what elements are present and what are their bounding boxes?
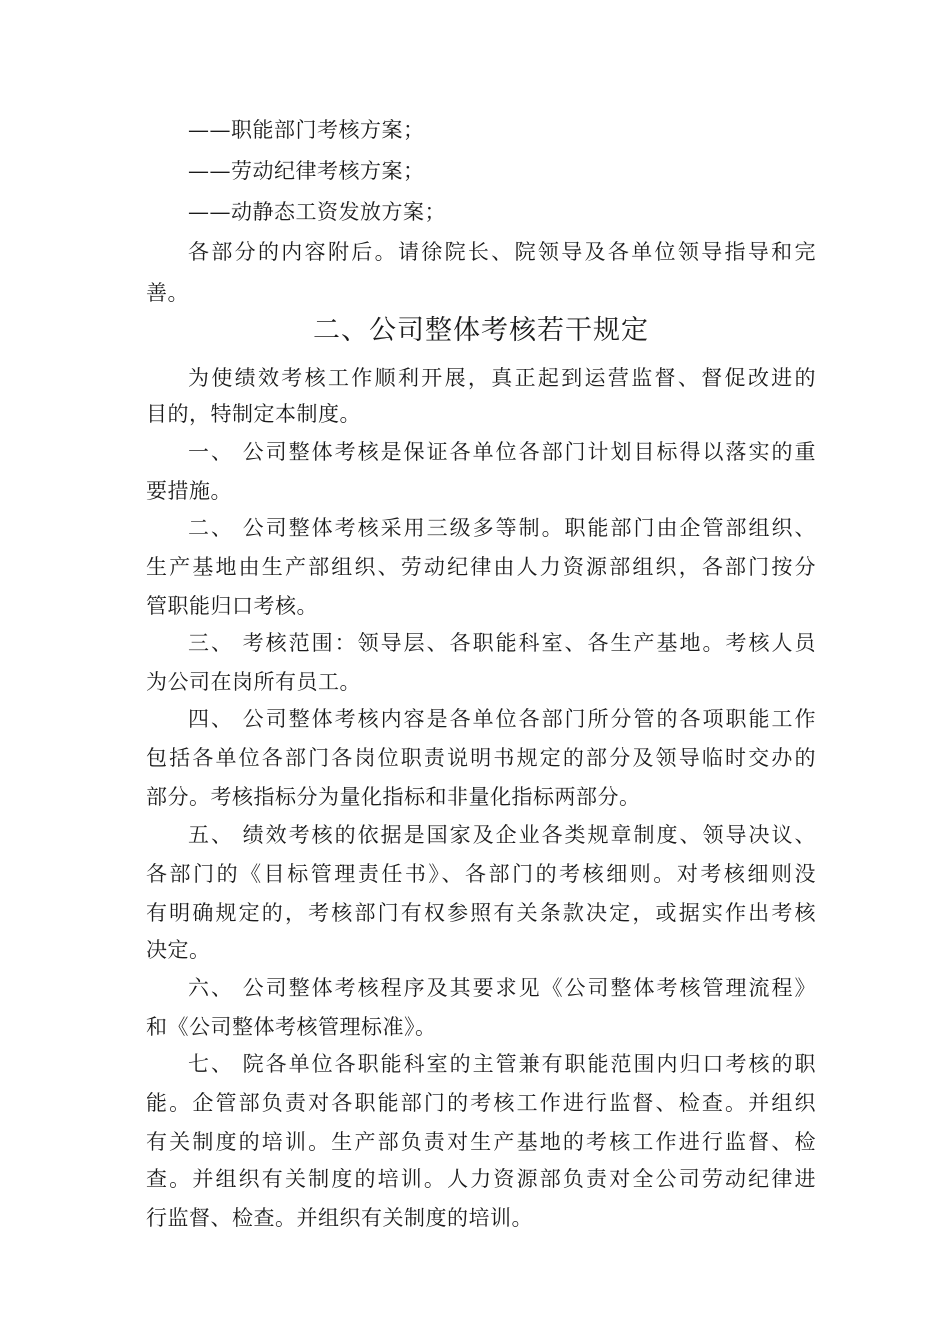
clause-2-line-2: 生产基地由生产部组织、劳动纪律由人力资源部组织，各部门按分: [146, 555, 816, 579]
clause-6-line-1: 六、 公司整体考核程序及其要求见《公司整体考核管理流程》: [188, 976, 816, 1000]
clause-2-line-1: 二、 公司整体考核采用三级多等制。职能部门由企管部组织、: [188, 516, 816, 540]
intro-paragraph-line-2: 善。: [146, 281, 189, 305]
clause-5-line-1: 五、 绩效考核的依据是国家及企业各类规章制度、领导决议、: [188, 823, 816, 847]
dash-item-labor-discipline: ——劳动纪律考核方案；: [188, 159, 425, 183]
clause-4-line-2: 包括各单位各部门各岗位职责说明书规定的部分及领导临时交办的: [146, 746, 816, 770]
clause-6-line-2: 和《公司整体考核管理标准》。: [146, 1015, 437, 1039]
clause-4-line-3: 部分。考核指标分为量化指标和非量化指标两部分。: [146, 785, 641, 809]
clause-7-line-1: 七、 院各单位各职能科室的主管兼有职能范围内归口考核的职: [188, 1052, 816, 1076]
section-title: 二、公司整体考核若干规定: [313, 315, 649, 346]
clause-5-line-2: 各部门的《目标管理责任书》、各部门的考核细则。对考核细则没: [146, 862, 816, 886]
purpose-line-1: 为使绩效考核工作顺利开展，真正起到运营监督、督促改进的: [188, 366, 816, 390]
clause-5-line-4: 决定。: [146, 938, 211, 962]
clause-4-line-1: 四、 公司整体考核内容是各单位各部门所分管的各项职能工作: [188, 707, 816, 731]
intro-paragraph-line-1: 各部分的内容附后。请徐院长、院领导及各单位领导指导和完: [188, 240, 816, 264]
clause-1-line-2: 要措施。: [146, 479, 232, 503]
purpose-line-2: 目的，特制定本制度。: [146, 402, 361, 426]
dash-item-functional-dept: ——职能部门考核方案；: [188, 118, 425, 142]
clause-3-line-1: 三、 考核范围：领导层、各职能科室、各生产基地。考核人员: [188, 631, 816, 655]
clause-3-line-2: 为公司在岗所有员工。: [146, 670, 361, 694]
clause-7-line-3: 有关制度的培训。生产部负责对生产基地的考核工作进行监督、检: [146, 1130, 816, 1154]
clause-7-line-2: 能。企管部负责对各职能部门的考核工作进行监督、检查。并组织: [146, 1091, 816, 1115]
clause-7-line-4: 查。并组织有关制度的培训。人力资源部负责对全公司劳动纪律进: [146, 1167, 816, 1191]
clause-1-line-1: 一、 公司整体考核是保证各单位各部门计划目标得以落实的重: [188, 440, 816, 464]
clause-2-line-3: 管职能归口考核。: [146, 594, 318, 618]
dash-item-wage-payment: ——动静态工资发放方案；: [188, 200, 446, 224]
clause-7-line-5: 行监督、检查。并组织有关制度的培训。: [146, 1206, 533, 1230]
clause-5-line-3: 有明确规定的，考核部门有权参照有关条款决定，或据实作出考核: [146, 901, 816, 925]
